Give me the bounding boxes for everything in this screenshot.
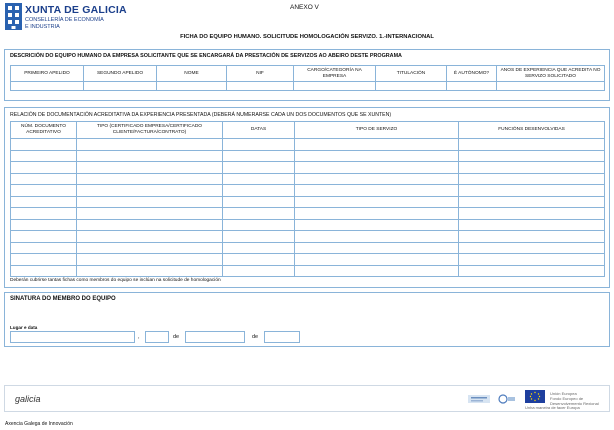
department-line-1: CONSELLERÍA DE ECONOMÍA [25,17,104,23]
eu-caption: Unión Europea [550,391,577,396]
docs-cell[interactable] [77,265,223,277]
docs-table-row [11,208,605,220]
docs-cell[interactable] [223,219,295,231]
docs-section-title: RELACIÓN DE DOCUMENTACIÓN ACREDITATIVA DA EXPERIENCIA PRESENTADA (DEBERÁ NUMERARSE CADA UN DOS DOCUMENTOS QUE SE XUNTEN) [10,112,392,118]
docs-cell[interactable] [77,254,223,266]
year-input[interactable] [264,331,300,343]
team-col-header-3: NIF [227,66,294,82]
docs-cell[interactable] [459,219,605,231]
docs-cell[interactable] [295,185,459,197]
footer-bar [4,385,610,412]
team-col-header-1: SEGUNDO APELIDO [84,66,157,82]
docs-cell[interactable] [77,139,223,151]
docs-cell[interactable] [11,173,77,185]
team-col-header-5: TITULACIÓN [376,66,447,82]
docs-cell[interactable] [295,162,459,174]
docs-cell[interactable] [295,139,459,151]
docs-cell[interactable] [459,162,605,174]
galicia-logo: galicia [15,394,41,404]
docs-table-row [11,242,605,254]
docs-cell[interactable] [11,185,77,197]
team-col-header-6: É AUTÓNOMO? [447,66,497,82]
department-name [25,17,104,30]
signature-section-title: SINATURA DO MEMBRO DO EQUIPO [10,296,116,302]
docs-cell[interactable] [11,265,77,277]
docs-cell[interactable] [295,173,459,185]
docs-cell[interactable] [11,231,77,243]
docs-cell[interactable] [459,208,605,220]
docs-cell[interactable] [223,139,295,151]
org-name: XUNTA DE GALICIA [25,4,127,16]
docs-cell[interactable] [459,173,605,185]
team-header-row [11,66,605,82]
docs-cell[interactable] [223,196,295,208]
docs-col-header-4: FUNCIÓNS DESENVOLVIDAS [459,122,605,139]
docs-cell[interactable] [77,185,223,197]
docs-cell[interactable] [459,242,605,254]
docs-table-row [11,254,605,266]
docs-cell[interactable] [11,150,77,162]
docs-cell[interactable] [295,196,459,208]
month-input[interactable] [185,331,245,343]
docs-cell[interactable] [459,265,605,277]
docs-cell[interactable] [11,242,77,254]
docs-cell[interactable] [11,254,77,266]
docs-cell[interactable] [77,196,223,208]
docs-cell[interactable] [77,231,223,243]
day-input[interactable] [145,331,169,343]
gain-logo-icon [495,392,517,406]
feder-caption: Fondo Europeo de Desenvolvemento Rexional [550,396,599,406]
docs-cell[interactable] [11,196,77,208]
department-line-2: E INDUSTRIA [25,23,60,30]
docs-cell[interactable] [11,208,77,220]
docs-cell[interactable] [295,231,459,243]
eu-flag-icon [525,390,545,403]
docs-cell[interactable] [223,173,295,185]
de-separator-1: de [173,334,180,340]
docs-cell[interactable] [459,196,605,208]
team-cell-1[interactable] [84,82,157,91]
docs-cell[interactable] [223,265,295,277]
signature-section [4,292,610,347]
team-cell-2[interactable] [157,82,227,91]
docs-col-header-3: TIPO DE SERVIZO [295,122,459,139]
team-col-header-4: CARGO/CATEGORÍA NA EMPRESA [294,66,376,82]
docs-cell[interactable] [295,254,459,266]
docs-cell[interactable] [223,208,295,220]
team-col-header-7: ANOS DE EXPERIENCIA QUE ACREDITA NO SERVIZO SOLICITADO [497,66,605,82]
docs-table-row [11,265,605,277]
team-cell-4[interactable] [294,82,376,91]
docs-cell[interactable] [295,265,459,277]
docs-cell[interactable] [295,208,459,220]
team-cell-7[interactable] [497,82,605,91]
docs-cell[interactable] [459,150,605,162]
docs-header-row [11,122,605,139]
docs-col-header-0: NÚM. DOCUMENTO ACREDITATIVO [11,122,77,139]
xunta-logo-icon [5,3,22,30]
docs-table-row [11,162,605,174]
docs-cell[interactable] [77,219,223,231]
form-title: FICHA DO EQUIPO HUMANO. SOLICITUDE HOMOLOGACIÓN SERVIZO. 1.-INTERNACIONAL [180,34,434,40]
comma-separator: , [138,334,140,340]
docs-cell[interactable] [77,208,223,220]
docs-cell[interactable] [295,242,459,254]
docs-cell[interactable] [77,162,223,174]
docs-note: Deberán cubrirse tantas fichas como membros do equipo se inclúan na solicitude de homologación [10,278,221,283]
docs-cell[interactable] [223,150,295,162]
team-cell-6[interactable] [447,82,497,91]
docs-cell[interactable] [295,219,459,231]
innovation-logo-icon [467,392,491,406]
docs-table-row [11,219,605,231]
docs-col-header-2: DATAS [223,122,295,139]
docs-col-header-1: TIPO (CERTIFICADO EMPRESA/CERTIFICADO CLIENTE/FACTURA/CONTRATO) [77,122,223,139]
team-cell-0[interactable] [11,82,84,91]
docs-table-row [11,139,605,151]
place-date-label: Lugar e data [10,325,38,330]
docs-cell[interactable] [223,242,295,254]
agency-name: Axencia Galega de Innovación [5,421,73,427]
docs-table-row [11,231,605,243]
docs-table-row [11,150,605,162]
team-cell-5[interactable] [376,82,447,91]
team-col-header-2: NOME [157,66,227,82]
docs-cell[interactable] [459,185,605,197]
docs-cell[interactable] [223,231,295,243]
docs-cell[interactable] [77,173,223,185]
docs-table-row [11,196,605,208]
docs-cell[interactable] [77,150,223,162]
docs-cell[interactable] [223,254,295,266]
docs-cell[interactable] [11,219,77,231]
docs-cell[interactable] [223,185,295,197]
team-col-header-0: PRIMEIRO APELIDO [11,66,84,82]
eu-motto: Unha maneira de facer Europa [525,405,580,410]
team-table [10,65,605,91]
docs-table-row [11,185,605,197]
docs-cell[interactable] [459,231,605,243]
team-section-title: DESCRICIÓN DO EQUIPO HUMANO DA EMPRESA SOLICITANTE QUE SE ENCARGARÁ DA PRESTACIÓN DE SERVIZOS AO ABEIRO DESTE PROGRAMA [10,53,402,59]
team-cell-3[interactable] [227,82,294,91]
docs-cell[interactable] [459,254,605,266]
place-input[interactable] [10,331,135,343]
docs-section [4,107,610,288]
docs-cell[interactable] [223,162,295,174]
annex-label: ANEXO V [290,4,319,11]
de-separator-2: de [252,334,259,340]
team-entry-row [11,82,605,91]
docs-cell[interactable] [295,150,459,162]
docs-cell[interactable] [11,162,77,174]
team-section [4,49,610,101]
docs-cell[interactable] [77,242,223,254]
docs-table-row [11,173,605,185]
docs-cell[interactable] [11,139,77,151]
docs-cell[interactable] [459,139,605,151]
docs-table [10,121,605,277]
